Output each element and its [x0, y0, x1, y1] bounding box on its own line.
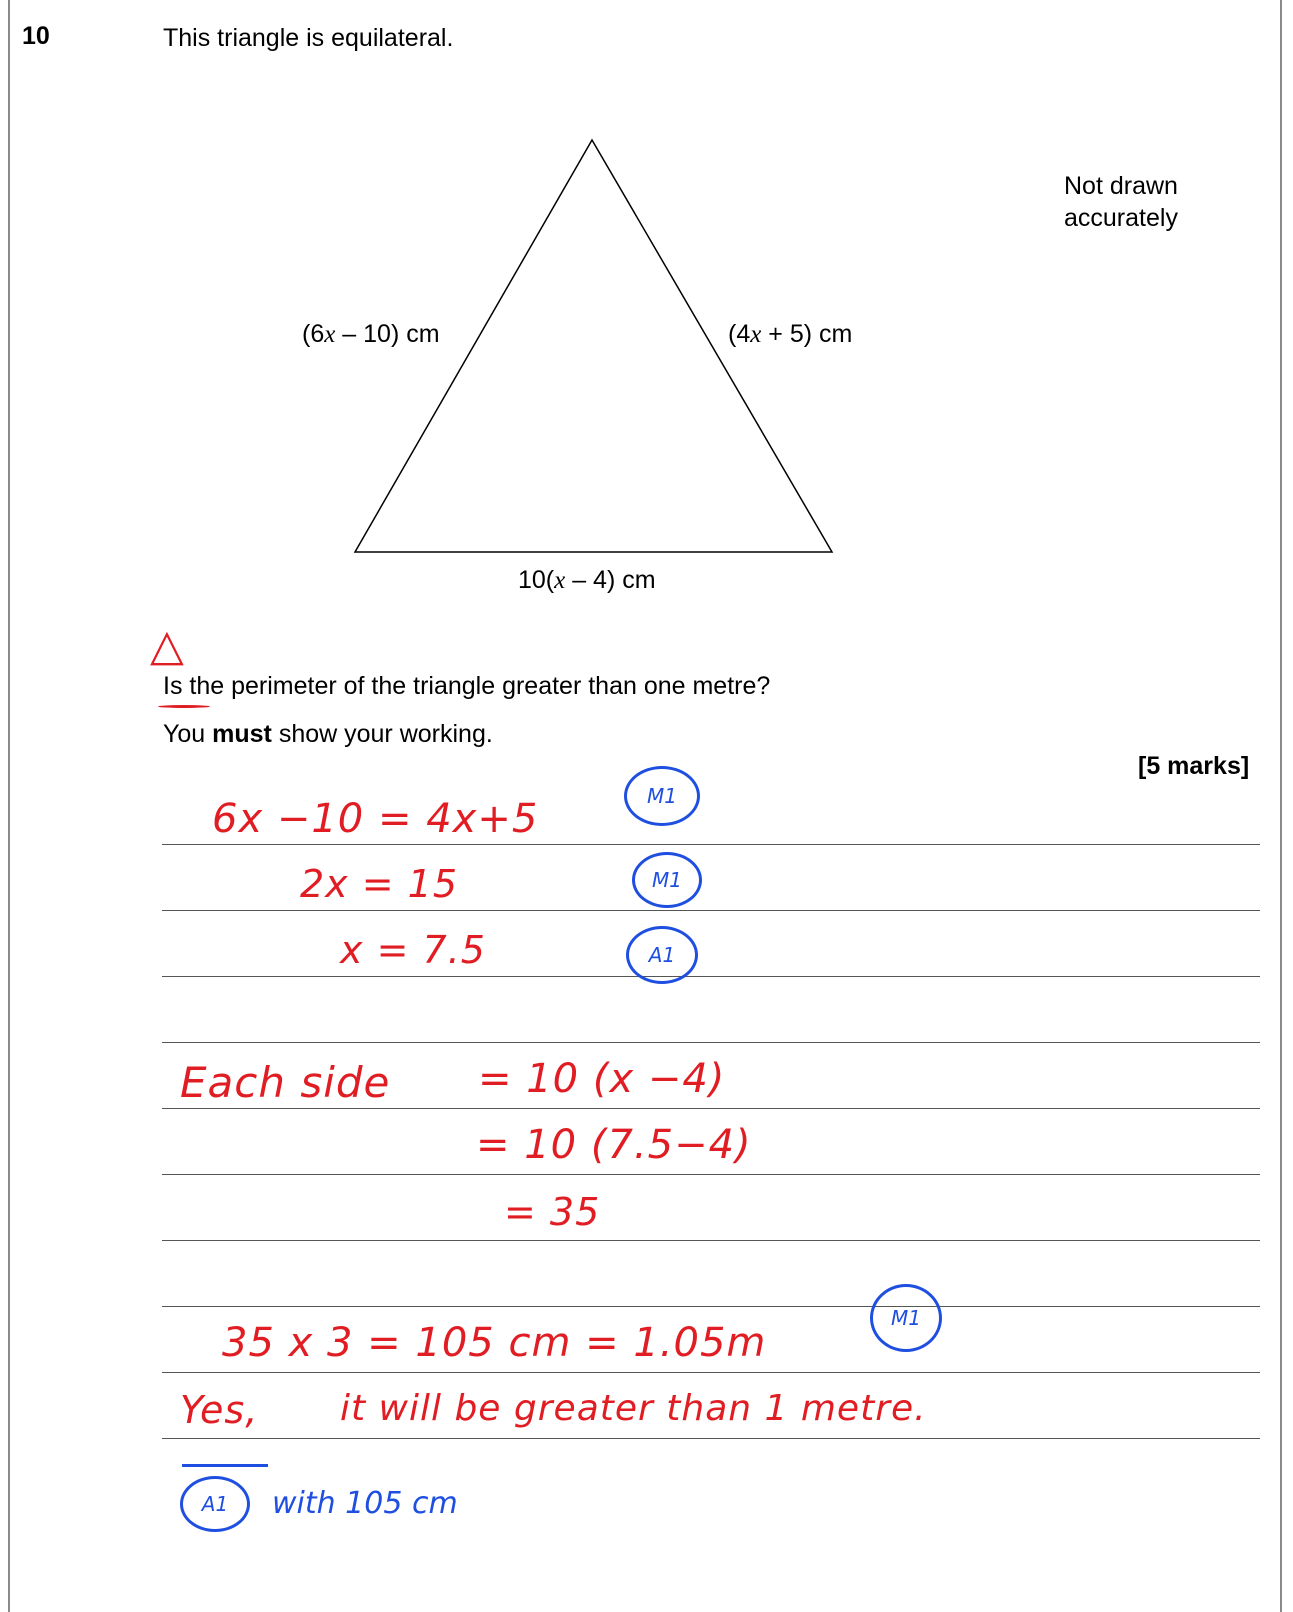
answer-line [162, 1438, 1260, 1439]
answer-line [162, 910, 1260, 911]
working-line-7: 35 x 3 = 105 cm = 1.05m [222, 1320, 767, 1366]
mark-a1-a: A1 [626, 926, 698, 984]
bottom-side-label: 10(x – 4) cm [518, 566, 656, 594]
working-line-3: x = 7.5 [340, 928, 486, 972]
answer-line [162, 1372, 1260, 1373]
question-prompt: Is the perimeter of the triangle greater than one metre? [163, 672, 771, 700]
working-line-6-expr: = 35 [504, 1190, 601, 1234]
working-line-1: 6x −10 = 4x+5 [212, 796, 539, 842]
mark-m1-c: M1 [870, 1284, 942, 1352]
answer-line [162, 1042, 1260, 1043]
answer-line [162, 1240, 1260, 1241]
working-line-5-expr: = 10 (7.5−4) [476, 1122, 752, 1168]
working-line-2: 2x = 15 [300, 862, 459, 906]
answer-line [162, 844, 1260, 845]
question-number: 10 [22, 22, 50, 50]
answer-line [162, 976, 1260, 977]
working-line-4-label: Each side [180, 1058, 391, 1107]
not-drawn-note-line2: accurately [1064, 204, 1178, 232]
right-side-label: (4x + 5) cm [728, 320, 853, 348]
working-instruction: You must show your working. [163, 720, 493, 748]
answer-line [162, 1306, 1260, 1307]
working-line-8-yes: Yes, [180, 1388, 259, 1432]
triangle-symbol: △ [150, 620, 185, 671]
mark-a1-b-note: with 105 cm [272, 1486, 458, 1521]
not-drawn-note-line1: Not drawn [1064, 172, 1178, 200]
mark-a1-b: A1 [180, 1476, 250, 1532]
answer-line [162, 1108, 1260, 1109]
blue-underline [182, 1464, 268, 1467]
answer-line [162, 1174, 1260, 1175]
left-side-label: (6x – 10) cm [302, 320, 440, 348]
marks-label: [5 marks] [1138, 752, 1250, 780]
mark-m1-b: M1 [632, 852, 702, 908]
triangle-diagram [0, 0, 1293, 620]
red-underline [158, 705, 210, 708]
mark-m1-a: M1 [624, 766, 700, 826]
working-line-4-expr: = 10 (x −4) [478, 1056, 726, 1102]
working-line-8-rest: it will be greater than 1 metre. [340, 1388, 927, 1429]
question-intro: This triangle is equilateral. [163, 24, 454, 52]
